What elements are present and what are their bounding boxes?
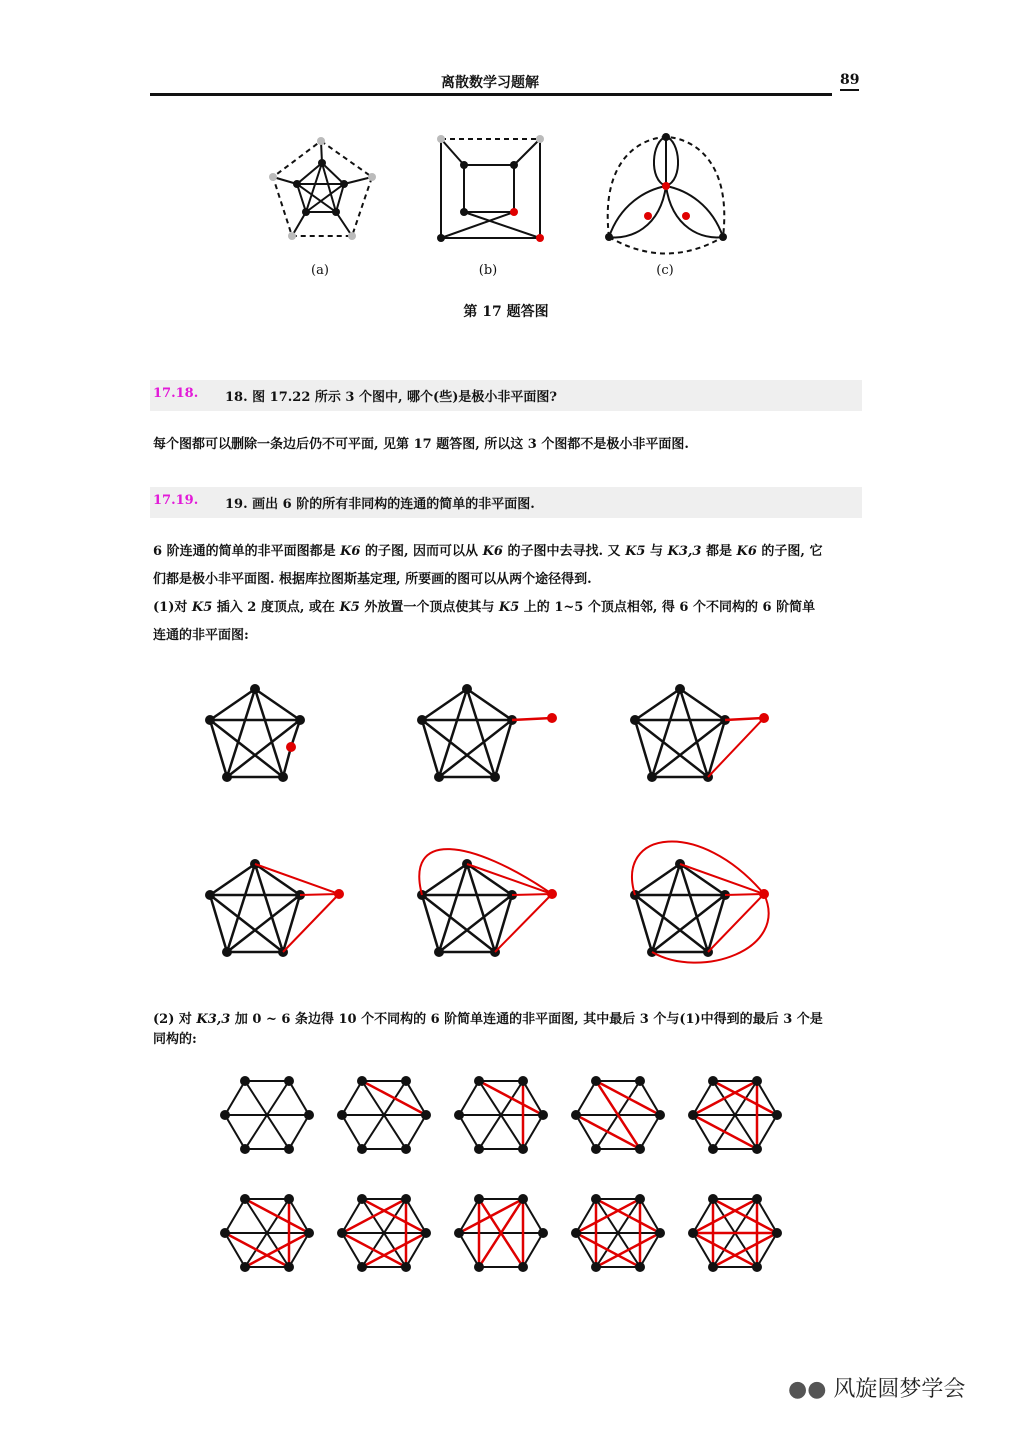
- answer-line-6: 同构的:: [153, 1032, 197, 1047]
- k33-edge-2: [406, 1115, 426, 1149]
- watermark-text: 风旋圆梦学会: [833, 1377, 966, 1402]
- k33-vertex-1: [220, 1110, 230, 1120]
- answer-text-18: 每个图都可以删除一条边后仍不可平面, 见第 17 题答图, 所以这 3 个图都不是极小非平面图.: [153, 437, 689, 452]
- k33-vertex-5: [688, 1110, 698, 1120]
- k33-vertex-8: [474, 1262, 484, 1272]
- k33-vertex-6: [284, 1262, 294, 1272]
- wechat-icon: ●●: [788, 1377, 827, 1402]
- k33-vertex-1: [284, 1144, 294, 1154]
- k33-vertex-9: [591, 1194, 601, 1204]
- k33-vertex-7: [357, 1194, 367, 1204]
- running-header-title: 离散数学习题解: [441, 75, 539, 91]
- question-number-18: 17.18.: [153, 386, 199, 401]
- k33-vertex-10: [708, 1262, 718, 1272]
- page-number: 89: [840, 72, 859, 91]
- k33-edge-8: [523, 1233, 543, 1267]
- k33-edge-2: [342, 1081, 362, 1115]
- answer-line-2: 们都是极小非平面图. 根据库拉图斯基定理, 所要画的图可以从两个途径得到.: [153, 572, 592, 587]
- k33-edge-5: [757, 1115, 777, 1149]
- wechat-watermark: [788, 1372, 965, 1403]
- k33-edge-6: [225, 1199, 245, 1233]
- k33-vertex-5: [752, 1076, 762, 1086]
- k33-vertex-4: [635, 1076, 645, 1086]
- figure17-label-a: (a): [311, 263, 329, 278]
- k33-edge-8: [523, 1199, 543, 1233]
- k33-vertex-4: [635, 1144, 645, 1154]
- figure17-caption: 第 17 题答图: [463, 304, 549, 320]
- answer-line-4: 连通的非平面图:: [153, 628, 249, 643]
- k33-vertex-8: [518, 1262, 528, 1272]
- k33-vertex-3: [538, 1110, 548, 1120]
- question-number-19: 17.19.: [153, 493, 199, 508]
- k33-vertex-2: [357, 1144, 367, 1154]
- figure17-label-b: (b): [478, 263, 498, 278]
- k33-vertex-6: [240, 1262, 250, 1272]
- answer-line-1: 6 阶连通的简单的非平面图都是 K6 的子图, 因而可以从 K6 的子图中去寻找. 又 K5 与 K3,3 都是 K6 的子图, 它: [153, 544, 823, 559]
- k33-vertex-2: [337, 1110, 347, 1120]
- question-text-18: 18. 图 17.22 所示 3 个图中, 哪个(些)是极小非平面图?: [225, 390, 557, 405]
- k33-edge-3: [523, 1115, 543, 1149]
- k33-vertex-4: [591, 1144, 601, 1154]
- k33-vertex-3: [518, 1076, 528, 1086]
- answer-line-3: (1)对 K5 插入 2 度顶点, 或在 K5 外放置一个顶点使其与 K5 上的 1~5 个顶点相邻, 得 6 个不同构的 6 阶简单: [153, 600, 816, 615]
- k33-vertex-7: [357, 1262, 367, 1272]
- k33-vertex-8: [454, 1228, 464, 1238]
- k33-vertex-6: [284, 1194, 294, 1204]
- question-text-19: 19. 画出 6 阶的所有非同构的连通的简单的非平面图.: [225, 497, 535, 512]
- k33-vertex-2: [357, 1076, 367, 1086]
- k33-vertex-5: [772, 1110, 782, 1120]
- k33-vertex-1: [240, 1144, 250, 1154]
- k33-vertex-9: [635, 1262, 645, 1272]
- k33-vertex-4: [655, 1110, 665, 1120]
- k33-edge-1: [289, 1081, 309, 1115]
- k33-edge-2: [342, 1115, 362, 1149]
- k33-edge-3: [459, 1081, 479, 1115]
- k33-vertex-6: [220, 1228, 230, 1238]
- k33-edge-3: [459, 1115, 479, 1149]
- k33-vertex-10: [752, 1194, 762, 1204]
- k33-vertex-8: [474, 1194, 484, 1204]
- k33-edge-4: [640, 1115, 660, 1149]
- k33-vertex-3: [474, 1076, 484, 1086]
- k33-vertex-9: [591, 1262, 601, 1272]
- answer-line-5: (2) 对 K3,3 加 0 ~ 6 条边得 10 个不同构的 6 阶简单连通的非平面图, 其中最后 3 个与(1)中得到的最后 3 个是: [153, 1012, 823, 1027]
- k33-vertex-8: [538, 1228, 548, 1238]
- k33-vertex-9: [655, 1228, 665, 1238]
- k33-vertex-4: [591, 1076, 601, 1086]
- k33-vertex-6: [240, 1194, 250, 1204]
- k33-edge-8: [459, 1233, 479, 1267]
- k33-vertex-7: [401, 1262, 411, 1272]
- k33-vertex-9: [635, 1194, 645, 1204]
- k33-vertex-6: [304, 1228, 314, 1238]
- k33-vertex-10: [708, 1194, 718, 1204]
- k33-vertex-2: [401, 1076, 411, 1086]
- k33-vertex-5: [708, 1076, 718, 1086]
- k33-vertex-1: [284, 1076, 294, 1086]
- k33-vertex-3: [474, 1144, 484, 1154]
- k33-edge-1: [289, 1115, 309, 1149]
- k33-vertex-4: [571, 1110, 581, 1120]
- k33-edge-4: [576, 1081, 596, 1115]
- k33-vertex-8: [518, 1194, 528, 1204]
- k33-vertex-7: [401, 1194, 411, 1204]
- k33-vertex-5: [708, 1144, 718, 1154]
- k33-vertex-9: [571, 1228, 581, 1238]
- k33-vertex-3: [454, 1110, 464, 1120]
- k33-vertex-10: [688, 1228, 698, 1238]
- k33-vertex-1: [240, 1076, 250, 1086]
- k33-vertex-2: [421, 1110, 431, 1120]
- k33-vertex-5: [752, 1144, 762, 1154]
- k33-edge-1: [225, 1115, 245, 1149]
- figure17-label-c: (c): [656, 263, 674, 278]
- k33-vertex-2: [401, 1144, 411, 1154]
- k33-vertex-10: [752, 1262, 762, 1272]
- k33-edge-1: [225, 1081, 245, 1115]
- k33-vertex-7: [337, 1228, 347, 1238]
- k33-vertex-7: [421, 1228, 431, 1238]
- k33-vertex-10: [772, 1228, 782, 1238]
- k33-vertex-1: [304, 1110, 314, 1120]
- k33-vertex-3: [518, 1144, 528, 1154]
